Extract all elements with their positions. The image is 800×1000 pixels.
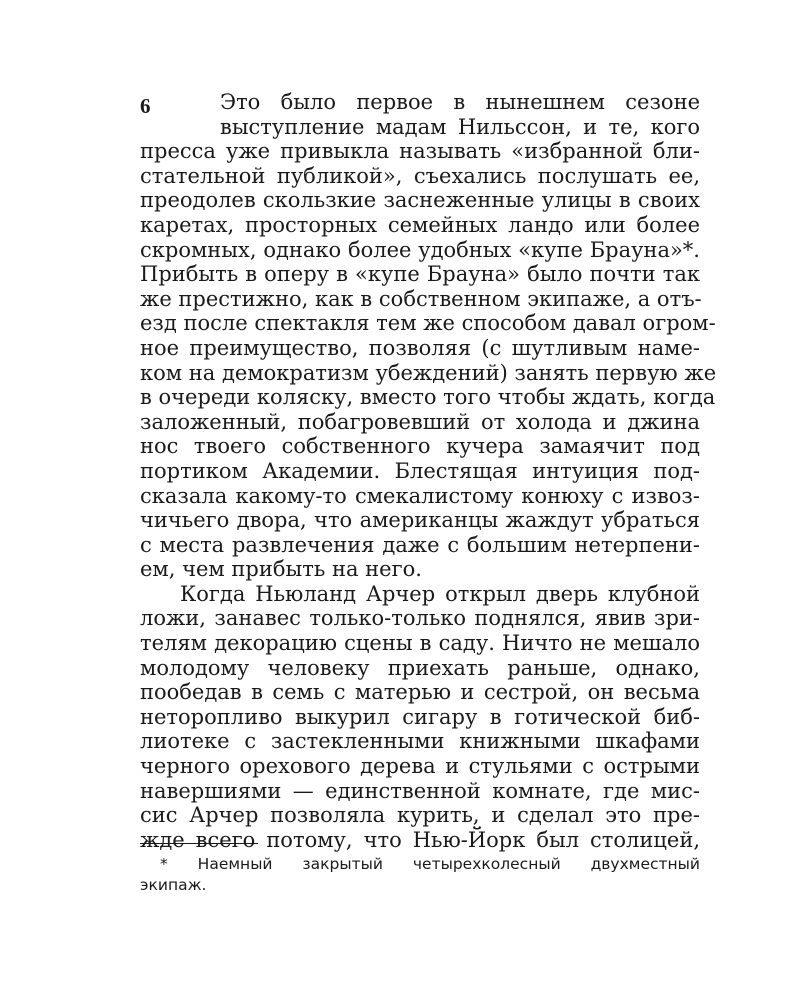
text-line: нос твоего собственного кучера замаячит под [140,434,700,459]
page-number: 6 [140,94,151,118]
text-line: молодому человеку приехать раньше, однако, [140,655,700,680]
text-line: навершиями — единственной комнате, где мис- [140,778,700,803]
text-line: каретах, просторных семейных ландо или более [140,212,700,237]
text-line: портиком Академии. Блестящая интуиция под- [140,458,700,483]
text-line: Это было первое в нынешнем сезоне [220,90,700,114]
text-line: выступление мадам Нильссон, и те, кого [220,114,700,139]
text-line: Прибыть в оперу в «купе Брауна» было почти так [140,262,700,287]
text-line: жде всего потому, что Нью-Йорк был столицей, [140,827,700,852]
text-line: чичьего двора, что американцы жаждут убраться [140,508,700,533]
text-line: сис Арчер позволяла курить, и сделал это пре- [140,803,700,828]
text-line: стательной публикой», съехались послушать ее, [140,163,700,188]
text-line: Когда Ньюланд Арчер открыл дверь клубной [180,581,700,606]
text-line: в очереди коляску, вместо того чтобы ждать, когда [140,385,716,410]
footnote-line: экипаж. [140,876,207,894]
footnote-divider [140,843,258,844]
text-line: заложенный, побагровевший от холода и джина [140,409,700,434]
text-line: езд после спектакля тем же способом давал огром- [140,311,716,336]
text-line: неторопливо выкурил сигару в готической биб- [140,704,700,729]
text-line: пообедав в семь с матерью и сестрой, он весьма [140,680,700,705]
text-line: преодолев скользкие заснеженные улицы в своих [140,188,700,213]
text-line: ем, чем прибыть на него. [140,557,422,582]
text-line: с места развлечения даже с большим нетерпени- [140,532,700,557]
text-line: скромных, однако более удобных «купе Брауна»*. [140,237,700,262]
text-line: пресса уже привыкла называть «избранной бли- [140,139,700,164]
text-line: ложи, занавес только-только поднялся, явив зри- [140,606,700,631]
text-line: сказала какому-то смекалистому конюху с извоз- [140,483,700,508]
text-line: ком на демократизм убеждений) занять первую же [140,360,717,385]
footnote [140,854,700,896]
text-line: же престижно, как в собственном экипаже, а отъ- [140,286,702,311]
text-line: ное преимущество, позволяя (с шутливым наме- [140,335,700,360]
body-text [140,90,717,852]
footnote-line: * Наемный закрытый четырехколесный двухместный [160,855,700,873]
text-line: черного орехового дерева и стульями с острыми [140,754,700,779]
text-line: телям декорацию сцены в саду. Ничто не мешало [140,631,700,656]
text-line: лиотеке с застекленными книжными шкафами [140,729,700,754]
